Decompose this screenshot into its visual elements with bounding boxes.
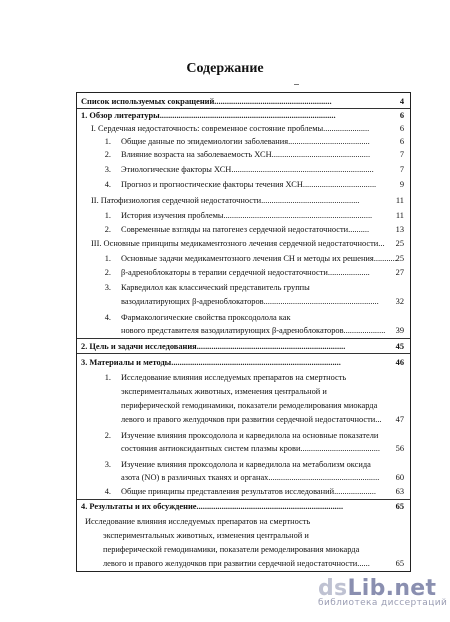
- toc-entry-text: экспериментальных животных, изменения центральной и: [103, 531, 309, 540]
- toc-page-number: 25: [395, 239, 404, 248]
- toc-page-number: 7: [399, 150, 404, 159]
- toc-entry-text: Карведилол как классический представитель группы: [121, 283, 310, 292]
- toc-page-number: 9: [399, 180, 404, 189]
- toc-item-number: 2.: [104, 268, 111, 277]
- toc-entry-text: Основные задачи медикаментозного лечения СН и методы их решения...........: [121, 254, 397, 263]
- toc-page-number: 45: [395, 342, 404, 351]
- toc-page-number: 56: [395, 444, 404, 453]
- toc-entry-text: Общие принципы представления результатов исследований....................: [121, 487, 376, 496]
- toc-entry-text: 3. Материалы и методы.................................................................................: [81, 358, 341, 367]
- toc-page-number: 27: [395, 268, 404, 277]
- toc-item-number: 2.: [104, 225, 111, 234]
- toc-page-number: 46: [395, 358, 404, 367]
- divider: [77, 353, 410, 354]
- toc-entry-text: вазодилатирующих β-адреноблокаторов.......................................................: [121, 297, 379, 306]
- toc-entry-text: Влияние возраста на заболеваемость ХСН...............................................: [121, 150, 371, 159]
- toc-item-number: 4.: [104, 180, 111, 189]
- toc-entry-text: Общие данные по эпидемиологии заболевания.......................................: [121, 137, 370, 146]
- toc-item-number: 2.: [104, 150, 111, 159]
- toc-entry-text: 4. Результаты и их обсуждение......................................................................: [81, 502, 344, 511]
- toc-page-number: 11: [395, 196, 404, 205]
- toc-entry-text: I. Сердечная недостаточность: современное состояние проблемы......................: [91, 124, 370, 133]
- toc-entry-text: Исследование влияния исследуемых препаратов на смертность: [121, 373, 347, 382]
- toc-entry-text: 2. Цель и задачи исследования.......................................................................: [81, 342, 346, 351]
- toc-page-number: 65: [395, 502, 404, 511]
- toc-entry-text: Фармакологические свойства проксодолола как: [121, 313, 291, 322]
- toc-entry-text: состояния антиоксидантных систем плазмы крови......................................: [121, 444, 380, 453]
- toc-entry-text: II. Патофизиология сердечной недостаточности...............................................: [91, 196, 360, 205]
- toc-entry-text: Список используемых сокращений........................................................: [81, 97, 332, 106]
- toc-entry-text: периферической гемодинамики, показатели ремоделирования миокарда: [121, 401, 378, 410]
- toc-item-number: 1.: [104, 137, 111, 146]
- toc-page-number: 39: [395, 326, 404, 335]
- toc-page-number: 47: [395, 415, 404, 424]
- toc-entry-text: 1. Обзор литературы....................................................................................: [81, 111, 336, 120]
- toc-entry-text: Изучение влияния проксодолола и карведилола на основные показатели: [121, 431, 379, 440]
- toc-page-number: 6: [399, 137, 404, 146]
- toc-item-number: 1.: [104, 211, 111, 220]
- toc-entry-text: левого и правого желудочков при развитии сердечной недостаточности......: [103, 559, 370, 568]
- toc-entry-text: Этиологические факторы ХСН....................................................................: [121, 165, 374, 174]
- toc-page-number: 32: [395, 297, 404, 306]
- toc-entry-text: периферической гемодинамики, показатели ремоделирования миокарда: [103, 545, 360, 554]
- toc-entry-text: левого и правого желудочков при развитии сердечной недостаточности...: [121, 415, 382, 424]
- toc-page-number: 6: [399, 111, 404, 120]
- decorative-dash: [294, 84, 299, 85]
- divider: [77, 338, 410, 339]
- toc-item-number: 3.: [104, 283, 111, 292]
- toc-item-number: 4.: [104, 487, 111, 496]
- toc-item-number: 3.: [104, 460, 111, 469]
- toc-entry-text: Изучение влияния проксодолола и карведилола на метаболизм оксида: [121, 460, 371, 469]
- toc-item-number: 2.: [104, 431, 111, 440]
- toc-entry-text: III. Основные принципы медикаментозного лечения сердечной недостаточности...: [91, 239, 385, 248]
- toc-entry-text: нового представителя вазодилатирующих β-адреноблокаторов....................: [121, 326, 386, 335]
- toc-page-number: 60: [395, 473, 404, 482]
- toc-entry-text: экспериментальных животных, изменения центральной и: [121, 387, 327, 396]
- toc-page-number: 63: [395, 487, 404, 496]
- page-title: Содержание: [186, 61, 264, 76]
- toc-page-number: 4: [399, 97, 404, 106]
- dslib-subtitle: библиотека диссертаций: [318, 598, 448, 608]
- toc-item-number: 1.: [104, 254, 111, 263]
- toc-item-number: 1.: [104, 373, 111, 382]
- toc-entry-text: β-адреноблокаторы в терапии сердечной недостаточности....................: [121, 268, 370, 277]
- toc-entry-text: Исследование влияния исследуемых препаратов на смертность: [85, 517, 311, 526]
- toc-page-number: 13: [395, 225, 404, 234]
- toc-entry-text: азота (NO) в различных тканях и органах.....................................................: [121, 473, 380, 482]
- divider: [77, 499, 410, 500]
- toc-page-number: 7: [399, 165, 404, 174]
- toc-page-number: 65: [395, 559, 404, 568]
- dslib-watermark: [318, 576, 448, 608]
- toc-page-number: 25: [395, 254, 404, 263]
- toc-item-number: 4.: [104, 313, 111, 322]
- toc-entry-text: Современные взгляды на патогенез сердечной недостаточности..........: [121, 225, 370, 234]
- dslib-logo: dsLib.net: [318, 576, 437, 601]
- toc-entry-text: Прогноз и прогностические факторы течения ХСН...................................: [121, 180, 377, 189]
- toc-item-number: 3.: [104, 165, 111, 174]
- divider: [77, 108, 410, 109]
- toc-table: [76, 92, 411, 572]
- toc-entry-text: История изучения проблемы.......................................................................: [121, 211, 373, 220]
- toc-page-number: 6: [399, 124, 404, 133]
- toc-page-number: 11: [395, 211, 404, 220]
